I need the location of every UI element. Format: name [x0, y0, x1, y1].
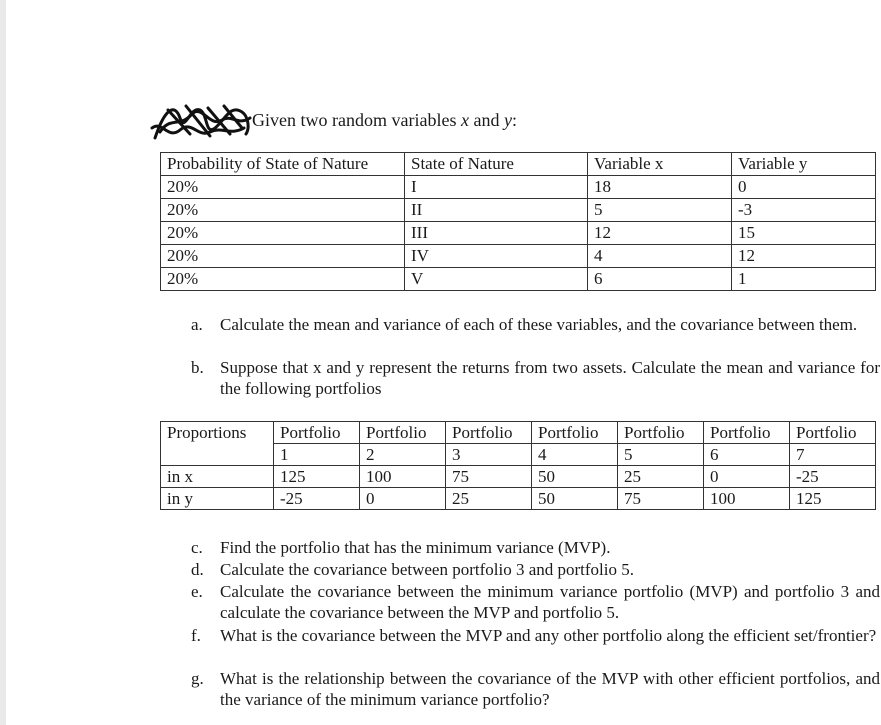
table-cell: 100 — [360, 466, 446, 488]
table-cell: 75 — [446, 466, 532, 488]
question-text: Calculate the mean and variance of each of these variables, and the covariance between them. — [220, 315, 858, 334]
table-cell: 0 — [704, 466, 790, 488]
question-label: f. — [191, 626, 201, 645]
table-cell: 20% — [161, 222, 405, 245]
table-cell: 18 — [588, 176, 732, 199]
row-label: in y — [161, 488, 274, 510]
table-cell: 12 — [732, 245, 876, 268]
table-row — [161, 245, 876, 268]
table-cell: 75 — [618, 488, 704, 510]
table-cell: 0 — [360, 488, 446, 510]
header-cell: Variable x — [588, 153, 732, 176]
portfolio-number: 1 — [274, 444, 360, 466]
table-row — [161, 199, 876, 222]
question-text: Calculate the covariance between the minimum variance portfolio (MVP) and portfolio 3 and calculate the covariance between the MVP and portfolio 5. — [220, 582, 880, 622]
portfolio-header: Portfolio — [704, 422, 790, 444]
portfolio-number: 4 — [532, 444, 618, 466]
table-cell: -25 — [790, 466, 876, 488]
question-text: Calculate the covariance between portfolio 3 and portfolio 5. — [220, 560, 634, 579]
table-cell: 4 — [588, 245, 732, 268]
table-cell: 125 — [790, 488, 876, 510]
question-text: Find the portfolio that has the minimum variance (MVP). — [220, 538, 611, 557]
table-cell: 50 — [532, 466, 618, 488]
table-cell: 0 — [732, 176, 876, 199]
header-cell: Probability of State of Nature — [161, 153, 405, 176]
states-table — [160, 152, 876, 291]
portfolio-header: Portfolio — [274, 422, 360, 444]
portfolio-number: 5 — [618, 444, 704, 466]
row-label: in x — [161, 466, 274, 488]
table-cell: I — [405, 176, 588, 199]
intro-text: Given two random variables x and y: — [252, 110, 517, 130]
table-header-row — [161, 422, 876, 444]
table-cell: 20% — [161, 245, 405, 268]
table-cell: 12 — [588, 222, 732, 245]
question-label: d. — [191, 560, 204, 579]
portfolio-number: 2 — [360, 444, 446, 466]
portfolio-header: Portfolio — [790, 422, 876, 444]
table-cell: 20% — [161, 199, 405, 222]
portfolio-header: Portfolio — [360, 422, 446, 444]
table-cell: III — [405, 222, 588, 245]
portfolio-table — [160, 421, 876, 510]
table-row — [161, 268, 876, 291]
table-cell: 50 — [532, 488, 618, 510]
table-cell: II — [405, 199, 588, 222]
header-cell: Variable y — [732, 153, 876, 176]
portfolio-header: Portfolio — [618, 422, 704, 444]
redacted-scribble — [150, 98, 255, 146]
table-cell: 20% — [161, 268, 405, 291]
table-cell: 1 — [732, 268, 876, 291]
header-cell: State of Nature — [405, 153, 588, 176]
table-cell: V — [405, 268, 588, 291]
question-label: c. — [191, 538, 203, 557]
table-cell: 25 — [618, 466, 704, 488]
portfolio-number: 6 — [704, 444, 790, 466]
question-label: g. — [191, 669, 204, 688]
table-cell: 6 — [588, 268, 732, 291]
table-cell: IV — [405, 245, 588, 268]
table-header-row — [161, 153, 876, 176]
left-edge-bar — [0, 0, 6, 725]
table-row — [161, 222, 876, 245]
table-cell: 125 — [274, 466, 360, 488]
table-cell: 100 — [704, 488, 790, 510]
table-cell: -3 — [732, 199, 876, 222]
portfolio-header: Portfolio — [446, 422, 532, 444]
question-text: What is the relationship between the covariance of the MVP with other efficient portfolios, and the variance of the minimum variance portfolio? — [220, 669, 880, 709]
portfolio-number: 7 — [790, 444, 876, 466]
portfolio-number: 3 — [446, 444, 532, 466]
question-text: What is the covariance between the MVP and any other portfolio along the efficient set/frontier? — [220, 626, 877, 645]
portfolio-header: Portfolio — [532, 422, 618, 444]
corner-cell: Proportions — [161, 422, 274, 466]
table-row — [161, 176, 876, 199]
table-row — [161, 466, 876, 488]
question-label: b. — [191, 358, 204, 377]
question-label: e. — [191, 582, 203, 601]
question-text: Suppose that x and y represent the returns from two assets. Calculate the mean and variance for the following portfolios — [220, 358, 880, 398]
table-cell: -25 — [274, 488, 360, 510]
question-label: a. — [191, 315, 203, 334]
table-cell: 15 — [732, 222, 876, 245]
table-row — [161, 488, 876, 510]
table-cell: 20% — [161, 176, 405, 199]
table-cell: 5 — [588, 199, 732, 222]
table-cell: 25 — [446, 488, 532, 510]
